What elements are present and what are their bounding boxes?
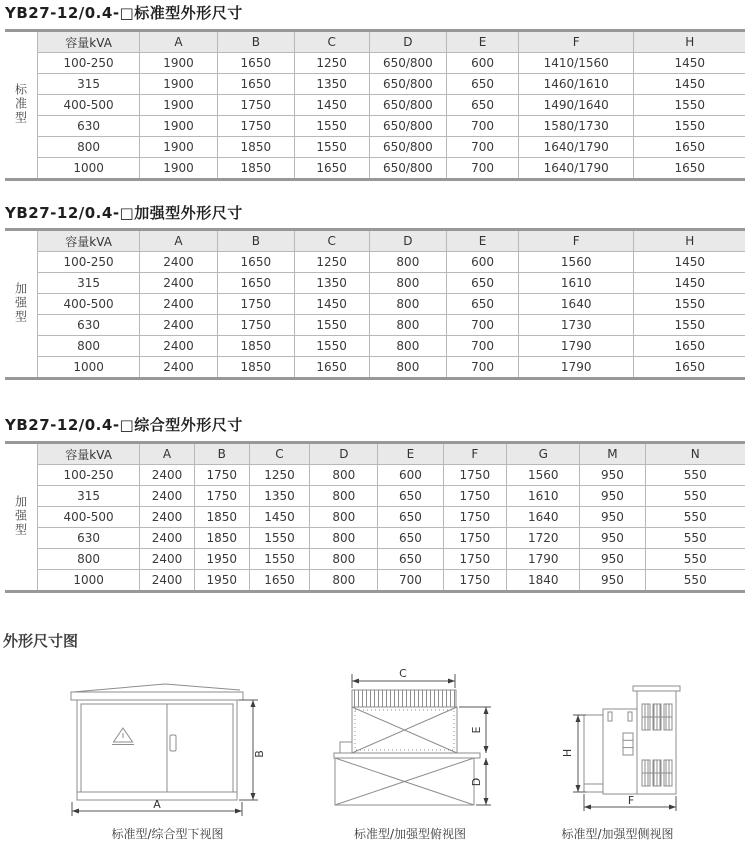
table-cell: 1000 (38, 357, 140, 379)
column-header: E (447, 31, 519, 53)
table-cell: 100-250 (38, 53, 140, 74)
table-cell: 650/800 (369, 158, 447, 180)
table-cell: 1450 (634, 74, 745, 95)
table-cell: 1750 (443, 507, 507, 528)
table-cell: 950 (580, 486, 645, 507)
table-row (5, 357, 745, 379)
table-cell: 400-500 (38, 95, 140, 116)
table-row (5, 315, 745, 336)
table-row (5, 486, 745, 507)
table-cell: 1550 (294, 116, 369, 137)
cooling-fins (352, 690, 456, 707)
column-header: B (217, 230, 294, 252)
table-row (5, 507, 745, 528)
table-cell: 650/800 (369, 53, 447, 74)
table-cell: 950 (580, 528, 645, 549)
table-row (5, 273, 745, 294)
table-cell: 1650 (634, 357, 745, 379)
table-cell: 550 (645, 570, 745, 592)
column-header: A (140, 230, 218, 252)
table-cell: 600 (378, 465, 443, 486)
table-cell: 2400 (140, 315, 218, 336)
table-cell: 1850 (217, 336, 294, 357)
table-cell: 1730 (518, 315, 633, 336)
table-cell: 1550 (249, 528, 310, 549)
table-cell: 700 (447, 357, 519, 379)
table-cell: 800 (310, 528, 378, 549)
table-cell: 1640/1790 (518, 137, 633, 158)
front-view-drawing (60, 678, 275, 818)
table-cell: 2400 (140, 252, 218, 273)
table-cell: 1950 (194, 549, 249, 570)
table-cell: 1490/1640 (518, 95, 633, 116)
table-cell: 700 (378, 570, 443, 592)
table-cell: 1650 (294, 158, 369, 180)
table-cell: 550 (645, 507, 745, 528)
table-cell: 700 (447, 158, 519, 180)
table-cell: 1450 (634, 273, 745, 294)
table-cell: 650/800 (369, 74, 447, 95)
table-cell: 1650 (634, 158, 745, 180)
table-cell: 550 (645, 528, 745, 549)
table-cell: 1550 (634, 315, 745, 336)
table-cell: 650/800 (369, 95, 447, 116)
table-cell: 315 (38, 486, 140, 507)
table-cell: 2400 (140, 294, 218, 315)
table-cell: 800 (310, 570, 378, 592)
table-cell: 1750 (443, 549, 507, 570)
table-cell: 650 (447, 273, 519, 294)
section-2-title: YB27-12/0.4-□加强型外形尺寸 (5, 204, 243, 222)
table-cell: 1640 (507, 507, 580, 528)
table-cell: 1640/1790 (518, 158, 633, 180)
table-row (5, 570, 745, 592)
column-header: B (194, 443, 249, 465)
column-header: D (369, 31, 447, 53)
column-header: A (140, 443, 195, 465)
table-cell: 1450 (249, 507, 310, 528)
dim-label-H: H (561, 748, 574, 758)
table-cell: 1850 (217, 357, 294, 379)
table-cell: 800 (369, 336, 447, 357)
table-cell: 100-250 (38, 465, 140, 486)
table-cell: 1750 (217, 116, 294, 137)
table-cell: 950 (580, 465, 645, 486)
table-cell: 1610 (518, 273, 633, 294)
table-cell: 700 (447, 315, 519, 336)
column-header: F (518, 31, 633, 53)
table-row (5, 158, 745, 180)
table-cell: 650/800 (369, 116, 447, 137)
table-cell: 1250 (294, 53, 369, 74)
column-header: C (294, 230, 369, 252)
table-cell: 1650 (217, 74, 294, 95)
column-header: 容量kVA (38, 443, 140, 465)
table-cell: 800 (310, 465, 378, 486)
column-header: N (645, 443, 745, 465)
table-cell: 1000 (38, 158, 140, 180)
table-cell: 400-500 (38, 294, 140, 315)
table-cell: 650 (447, 74, 519, 95)
table-cell: 1650 (249, 570, 310, 592)
table-header-row (5, 443, 745, 465)
table-row (5, 465, 745, 486)
table-cell: 1750 (443, 465, 507, 486)
table-cell: 800 (369, 273, 447, 294)
table-cell: 1850 (194, 528, 249, 549)
column-header: C (294, 31, 369, 53)
top-view-drawing (325, 665, 495, 815)
table-side-label-cell (5, 31, 38, 180)
table-cell: 1750 (194, 486, 249, 507)
table-cell: 600 (447, 252, 519, 273)
table-cell: 700 (447, 137, 519, 158)
table-cell: 650 (378, 528, 443, 549)
table-cell: 1850 (194, 507, 249, 528)
table-cell: 1650 (217, 273, 294, 294)
table-cell: 630 (38, 315, 140, 336)
table-cell: 1450 (634, 252, 745, 273)
comprehensive-dimensions-table (5, 441, 745, 593)
table-cell: 1900 (140, 74, 218, 95)
table-cell: 950 (580, 549, 645, 570)
table-cell: 650/800 (369, 137, 447, 158)
table-cell: 1840 (507, 570, 580, 592)
table-cell: 1550 (294, 137, 369, 158)
table-cell: 800 (310, 486, 378, 507)
louver-vents-top (642, 704, 672, 730)
table-cell: 100-250 (38, 252, 140, 273)
table-cell: 800 (369, 294, 447, 315)
column-header: M (580, 443, 645, 465)
table-side-label-cell (5, 230, 38, 379)
table-cell: 700 (447, 336, 519, 357)
table-cell: 650 (378, 549, 443, 570)
table-cell: 315 (38, 273, 140, 294)
dim-label-D: D (470, 777, 483, 787)
dim-label-F: F (627, 794, 635, 807)
column-header: H (634, 31, 745, 53)
column-header: F (443, 443, 507, 465)
column-header: A (140, 31, 218, 53)
table-cell: 400-500 (38, 507, 140, 528)
table-cell: 1900 (140, 116, 218, 137)
table-side-label: 加强型 (13, 494, 28, 537)
table-row (5, 53, 745, 74)
figure-1-caption: 标准型/综合型下视图 (111, 827, 224, 841)
table-cell: 1950 (194, 570, 249, 592)
table-side-label: 加强型 (13, 281, 28, 324)
dim-label-E: E (470, 726, 483, 734)
column-header: 容量kVA (38, 31, 140, 53)
section-1-title: YB27-12/0.4-□标准型外形尺寸 (5, 4, 243, 22)
table-cell: 650 (378, 486, 443, 507)
table-cell: 800 (310, 507, 378, 528)
table-cell: 1550 (294, 336, 369, 357)
table-header-row (5, 31, 745, 53)
table-cell: 1460/1610 (518, 74, 633, 95)
column-header: F (518, 230, 633, 252)
table-cell: 950 (580, 570, 645, 592)
table-cell: 1000 (38, 570, 140, 592)
table-cell: 1750 (443, 570, 507, 592)
table-cell: 1550 (294, 315, 369, 336)
table-cell: 1650 (294, 357, 369, 379)
table-cell: 1550 (634, 294, 745, 315)
table-cell: 1450 (294, 294, 369, 315)
standard-dimensions-table (5, 29, 745, 181)
table-cell: 1900 (140, 95, 218, 116)
table-cell: 650 (447, 294, 519, 315)
table-cell: 1560 (507, 465, 580, 486)
dim-label-C: C (399, 667, 407, 680)
table-cell: 1610 (507, 486, 580, 507)
table-cell: 550 (645, 486, 745, 507)
table-cell: 800 (38, 137, 140, 158)
table-cell: 1750 (217, 315, 294, 336)
table-cell: 1250 (294, 252, 369, 273)
table-cell: 1450 (294, 95, 369, 116)
column-header: G (507, 443, 580, 465)
table-cell: 2400 (140, 357, 218, 379)
table-cell: 1580/1730 (518, 116, 633, 137)
table-cell: 550 (645, 465, 745, 486)
table-cell: 2400 (140, 336, 218, 357)
table-cell: 1550 (249, 549, 310, 570)
column-header: E (378, 443, 443, 465)
table-row (5, 116, 745, 137)
table-cell: 1250 (249, 465, 310, 486)
table-row (5, 549, 745, 570)
dim-label-A: A (153, 798, 161, 811)
column-header: E (447, 230, 519, 252)
table-cell: 2400 (140, 507, 195, 528)
figure-2-caption: 标准型/加强型俯视图 (353, 827, 467, 841)
table-cell: 650 (378, 507, 443, 528)
table-cell: 800 (369, 252, 447, 273)
column-header: D (310, 443, 378, 465)
table-cell: 700 (447, 116, 519, 137)
table-row (5, 252, 745, 273)
side-view-figure (545, 660, 690, 845)
table-cell: 1750 (217, 294, 294, 315)
table-cell: 1550 (634, 95, 745, 116)
side-view-drawing (545, 660, 690, 815)
dim-label-B: B (253, 750, 266, 758)
table-cell: 1900 (140, 158, 218, 180)
table-cell: 1790 (518, 336, 633, 357)
table-cell: 1650 (634, 336, 745, 357)
table-cell: 1720 (507, 528, 580, 549)
figures-heading: 外形尺寸图 (3, 632, 79, 650)
table-row (5, 336, 745, 357)
table-cell: 1650 (217, 53, 294, 74)
table-cell: 315 (38, 74, 140, 95)
reinforced-dimensions-table (5, 228, 745, 380)
table-cell: 800 (38, 336, 140, 357)
table-cell: 1750 (443, 528, 507, 549)
section-3-title: YB27-12/0.4-□综合型外形尺寸 (5, 416, 243, 434)
top-view-figure (325, 665, 495, 845)
table-cell: 1750 (194, 465, 249, 486)
table-cell: 600 (447, 53, 519, 74)
table-cell: 1850 (217, 158, 294, 180)
table-cell: 1650 (217, 252, 294, 273)
table-cell: 1410/1560 (518, 53, 633, 74)
table-cell: 2400 (140, 273, 218, 294)
table-cell: 1560 (518, 252, 633, 273)
table-cell: 1650 (634, 137, 745, 158)
table-row (5, 294, 745, 315)
table-header-row (5, 230, 745, 252)
table-cell: 550 (645, 549, 745, 570)
column-header: D (369, 230, 447, 252)
table-cell: 1790 (507, 549, 580, 570)
table-cell: 2400 (140, 528, 195, 549)
table-cell: 800 (369, 357, 447, 379)
table-cell: 1750 (217, 95, 294, 116)
table-cell: 1640 (518, 294, 633, 315)
dimension-figures (0, 655, 750, 845)
column-header: H (634, 230, 745, 252)
table-cell: 2400 (140, 549, 195, 570)
table-cell: 1350 (294, 273, 369, 294)
table-side-label-cell (5, 443, 38, 592)
table-cell: 1550 (634, 116, 745, 137)
table-cell: 2400 (140, 465, 195, 486)
table-cell: 1450 (634, 53, 745, 74)
table-cell: 1790 (518, 357, 633, 379)
table-cell: 630 (38, 116, 140, 137)
front-view-figure (60, 678, 275, 845)
table-cell: 630 (38, 528, 140, 549)
table-cell: 800 (38, 549, 140, 570)
table-cell: 800 (310, 549, 378, 570)
table-cell: 950 (580, 507, 645, 528)
column-header: C (249, 443, 310, 465)
table-cell: 2400 (140, 570, 195, 592)
table-cell: 1750 (443, 486, 507, 507)
table-cell: 1900 (140, 53, 218, 74)
table-cell: 1350 (294, 74, 369, 95)
table-cell: 1850 (217, 137, 294, 158)
table-cell: 1900 (140, 137, 218, 158)
table-side-label: 标准型 (13, 82, 28, 125)
table-cell: 800 (369, 315, 447, 336)
column-header: 容量kVA (38, 230, 140, 252)
table-cell: 650 (447, 95, 519, 116)
louver-vents-bottom (642, 760, 672, 786)
column-header: B (217, 31, 294, 53)
table-row (5, 95, 745, 116)
table-row (5, 137, 745, 158)
table-row (5, 74, 745, 95)
figure-3-caption: 标准型/加强型侧视图 (561, 827, 674, 841)
table-cell: 1350 (249, 486, 310, 507)
table-row (5, 528, 745, 549)
table-cell: 2400 (140, 486, 195, 507)
